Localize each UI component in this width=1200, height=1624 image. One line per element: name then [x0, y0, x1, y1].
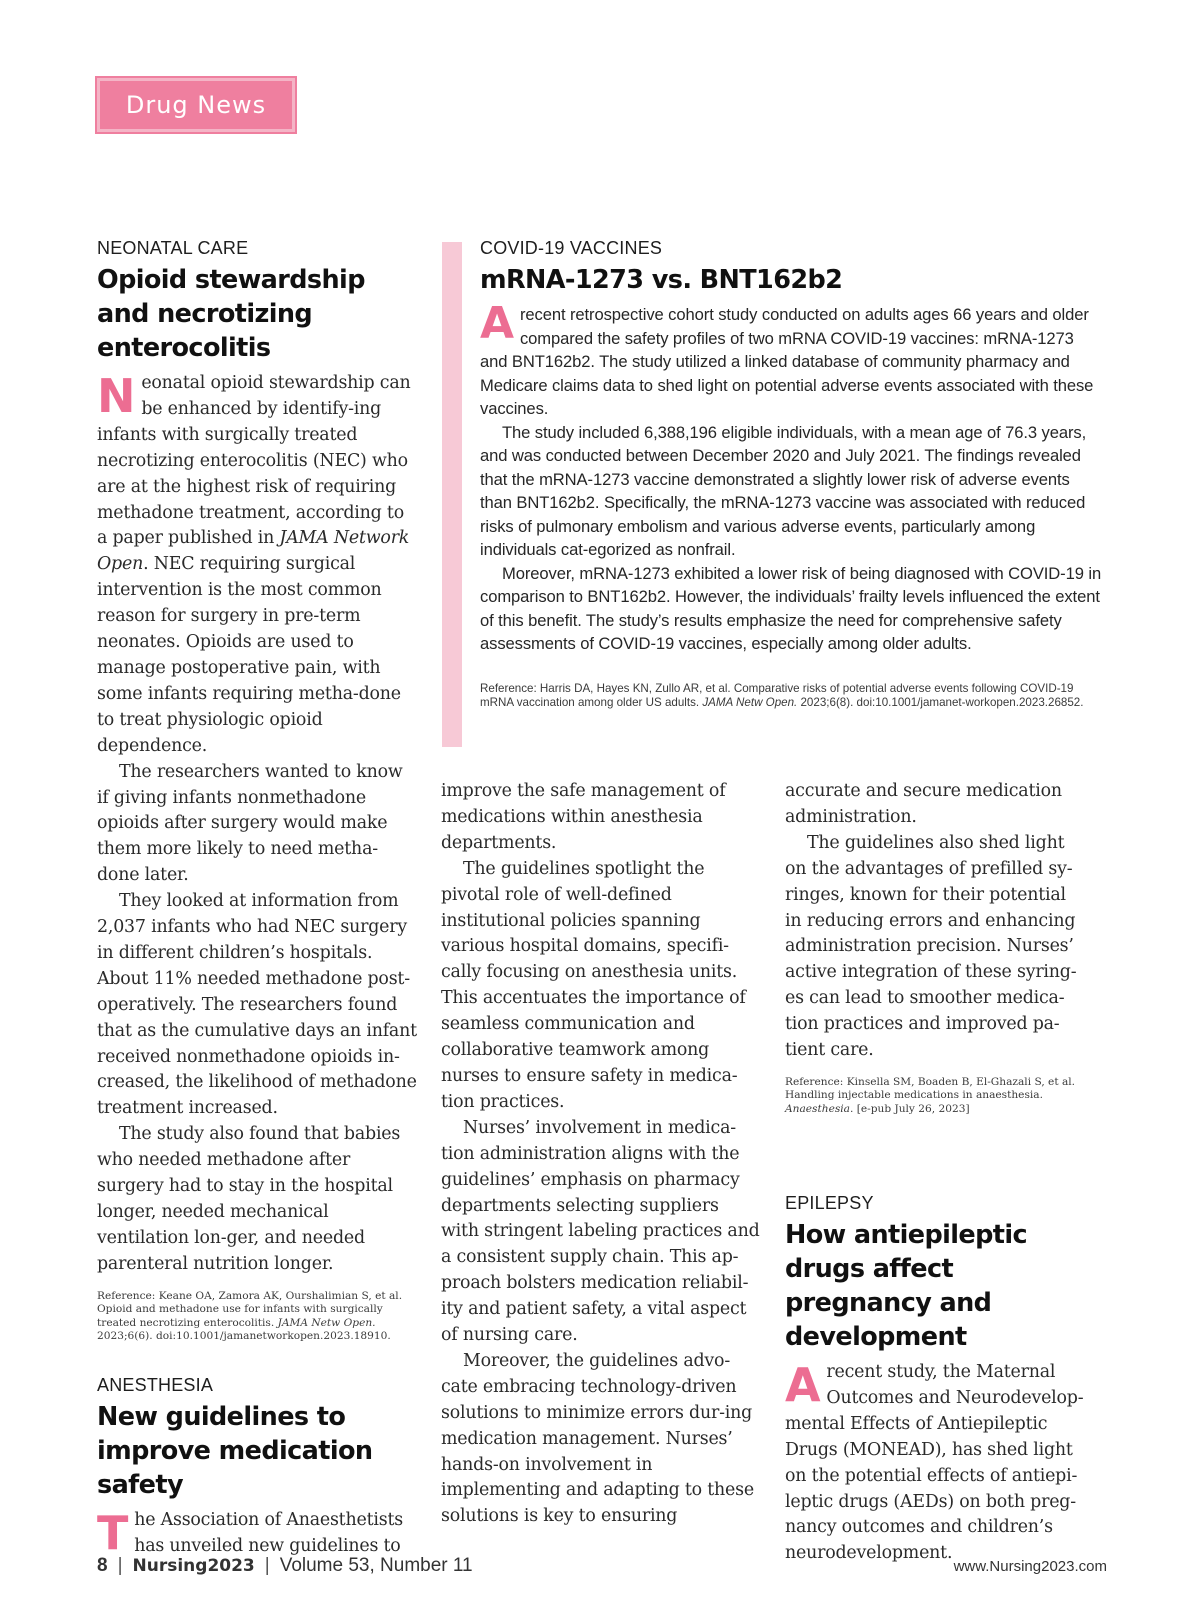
drop-cap: T [97, 1506, 129, 1560]
page-footer: 8 | Nursing2023 | Volume 53, Number 11 www.Nursing2023.com [97, 1555, 1107, 1576]
drop-cap: A [785, 1358, 821, 1412]
paragraph: he Association of Anaesthetists has unveiled new guidelines to [134, 1510, 403, 1556]
section-label: ANESTHESIA [97, 1375, 214, 1395]
drop-cap: N [97, 369, 136, 423]
paragraph: They looked at information from 2,037 infants who had NEC surgery in different children’s hospitals. About 11% needed methadone post-operatively. The researchers found that as the cumulative days an infant received nonmethadone opioids in-creased, the likelihood of methadone treatment increased. [97, 891, 417, 1119]
paragraph: The study also found that babies who needed methadone after surgery had to stay in the hospital longer, needed mechanical ventilation lon-ger, and needed parenteral nutrition longer. [97, 1124, 401, 1274]
article-anesthesia [97, 1375, 427, 1560]
article-title: How antiepileptic drugs affect pregnancy and development [785, 1220, 1028, 1352]
section-badge: Drug News [97, 78, 295, 132]
paragraph: The guidelines spotlight the pivotal role of well-defined institutional policies spanning various hospital domains, specifi-cally focusing on anesthesia units. This accentuates the importance of seamless communication and collaborative teamwork among nurses to ensure safety in medica-tion practices. [441, 858, 746, 1112]
website-link[interactable]: www.Nursing2023.com [953, 1558, 1107, 1575]
paragraph: accurate and secure medication administration. [785, 781, 1062, 827]
article-anesthesia-end [785, 779, 1085, 1116]
section-label: EPILEPSY [785, 1193, 874, 1213]
article-body [97, 1508, 427, 1560]
article-body [97, 371, 417, 1278]
paragraph: . NEC requiring surgical intervention is the most common reason for surgery in pre-term neonates. Opioids are used to manage postoperative pain, with some infants requiring metha-done to treat physiologic opioid dependence. [97, 554, 401, 756]
section-label: COVID-19 VACCINES [480, 238, 663, 258]
paragraph: The researchers wanted to know if giving infants nonmethadone opioids after surgery would make them more likely to need metha-done later. [97, 761, 403, 886]
article-body [441, 779, 761, 1530]
paragraph: Nurses’ involvement in medica-tion administration aligns with the guidelines’ emphasis on pharmacy departments selecting suppliers with stringent labeling practices and a consistent supply chain. This ap-proach bolsters medication reliabil-ity and patient safety, a vital aspect of nursing care. [441, 1117, 760, 1346]
journal-name: JAMA Network Open [97, 528, 410, 575]
paragraph: Moreover, mRNA-1273 exhibited a lower risk of being diagnosed with COVID-19 in comparison to BNT162b2. However, the individuals’ frailty levels influenced the extent of this benefit. The study’s results emphasize the need for comprehensive safety assessments of COVID-19 vaccines, especially among older adults. [480, 563, 1102, 653]
paragraph: The study included 6,388,196 eligible individuals, with a mean age of 76.3 years, and was conducted between December 2020 and July 2021. The findings revealed that the mRNA-1273 vaccine demonstrated a slightly lower risk of adverse events than BNT162b2. Specifically, the mRNA-1273 vaccine was associated with reduced risks of pulmonary embolism and various adverse events, particularly among individuals cat-egorized as nonfrail. [480, 422, 1087, 559]
reference: Reference: Keane OA, Zamora AK, Ourshalimian S, et al. Opioid and methadone use for infants with surgically treated necrotizing enterocolitis. JAMA Netw Open. 2023;6(6). doi:10.1001/jamanetworkopen.2023.18910. [97, 1289, 403, 1343]
magazine-name: Nursing2023 [132, 1556, 255, 1576]
paragraph: recent study, the Maternal Outcomes and Neurodevelop-mental Effects of Antiepileptic Drugs (MONEAD), has shed light on the potential effects of antiepi-leptic drugs (AEDs) on both preg-nancy outcomes and children’s neurodevelopment. [785, 1362, 1084, 1564]
section-label: NEONATAL CARE [97, 238, 249, 258]
article-title: New guidelines to improve medication safety [97, 1402, 373, 1500]
reference: Reference: Harris DA, Hayes KN, Zullo AR, et al. Comparative risks of potential adverse events following COVID-19 mRNA vaccination among older US adults. JAMA Netw Open. 2023;6(8). doi:10.1001/jamanet-workopen.2023.26852. [480, 681, 1084, 709]
article-body [785, 1360, 1085, 1567]
paragraph: Moreover, the guidelines advo-cate embracing technology-driven solutions to minimize errors dur-ing medication management. Nurses’ hands-on involvement in implementing and adapting to these solutions is key to ensuring [441, 1350, 754, 1527]
reference: Reference: Kinsella SM, Boaden B, El-Ghazali S, et al. Handling injectable medications in anaesthesia. Anaesthesia. [e-pub July 26, 2023] [785, 1075, 1076, 1115]
issue-info: Volume 53, Number 11 [279, 1555, 473, 1576]
article-title: Opioid stewardship and necrotizing enterocolitis [97, 265, 365, 363]
drop-cap: A [480, 298, 514, 349]
sidebar-accent-bar [442, 242, 462, 747]
page-number: 8 [97, 1555, 108, 1576]
article-body [480, 298, 1105, 656]
paragraph: recent retrospective cohort study conducted on adults ages 66 years and older compared the safety profiles of two mRNA COVID-19 vaccines: mRNA-1273 and BNT162b2. The study utilized a linked database of community pharmacy and Medicare claims data to shed light on potential adverse events associated with these vaccines. [480, 305, 1094, 418]
article-anesthesia-continued [441, 779, 761, 1530]
article-epilepsy [785, 1193, 1085, 1567]
article-neonatal [97, 238, 417, 1344]
paragraph: improve the safe management of medications within anesthesia departments. [441, 781, 726, 853]
article-body [785, 779, 1085, 1064]
paragraph: eonatal opioid stewardship can be enhanced by identify-ing infants with surgically treated necrotizing enterocolitis (NEC) who are at the highest risk of requiring methadone treatment, according to a paper published in [97, 373, 411, 549]
article-title: mRNA-1273 vs. BNT162b2 [480, 265, 843, 295]
article-covid [480, 238, 1105, 710]
paragraph: The guidelines also shed light on the advantages of prefilled sy-ringes, known for their potential in reducing errors and enhancing administration precision. Nurses’ active integration of these syring-es can lead to smoother medica-tion practices and improved pa-tient care. [785, 832, 1077, 1061]
